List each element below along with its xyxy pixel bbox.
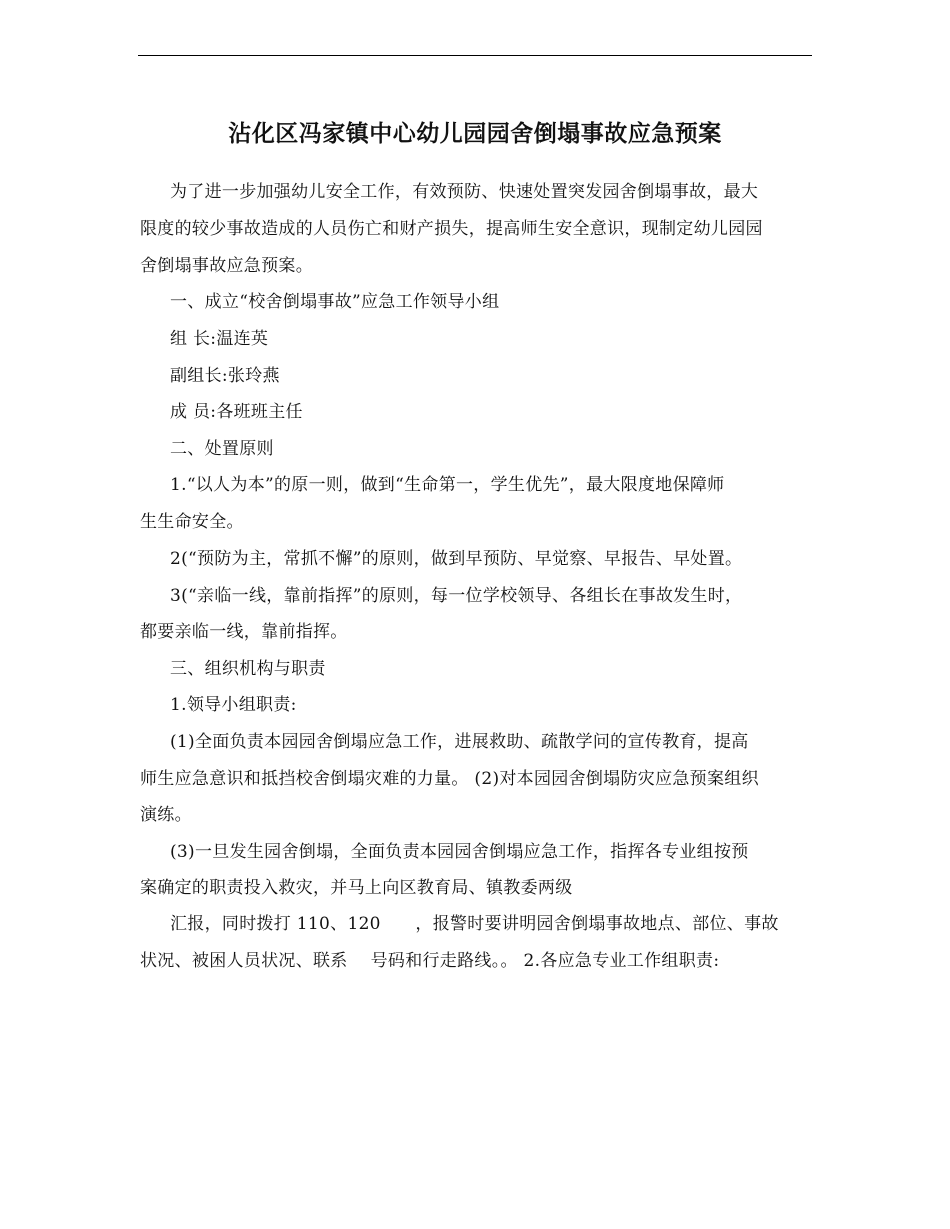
report-line: 汇报，同时拨打 110、120 ，报警时要讲明园舍倒塌事故地点、部位、事故 bbox=[170, 914, 779, 934]
paragraph-line: 为了进一步加强幼儿安全工作，有效预防、快速处置突发园舍倒塌事故，最大 bbox=[170, 182, 759, 202]
document-title: 沾化区冯家镇中心幼儿园园舍倒塌事故应急预案 bbox=[228, 120, 722, 147]
team-leader-line: 组 长:温连英 bbox=[170, 329, 269, 349]
duty-3-line: (3)一旦发生园舍倒塌，全面负责本园园舍倒塌应急工作，指挥各专业组按预 bbox=[170, 842, 749, 862]
duty-3-continuation: 案确定的职责投入救灾，并马上向区教育局、镇教委两级 bbox=[140, 878, 573, 898]
principle-1-continuation: 生生命安全。 bbox=[140, 512, 244, 532]
principle-1-line: 1.“以人为本”的原一则，做到“生命第一，学生优先”，最大限度地保障师 bbox=[170, 475, 725, 495]
paragraph-line: 舍倒塌事故应急预案。 bbox=[140, 256, 313, 276]
report-continuation: 状况、被困人员状况、联系 号码和行走路线。。 2.各应急专业工作组职责: bbox=[140, 951, 720, 971]
members-line: 成 员:各班班主任 bbox=[170, 402, 303, 422]
duty-2-continuation: 演练。 bbox=[140, 805, 192, 825]
section-heading-1: 一、成立“校舍倒塌事故”应急工作领导小组 bbox=[170, 292, 500, 312]
paragraph-line: 限度的较少事故造成的人员伤亡和财产损失，提高师生安全意识，现制定幼儿园园 bbox=[140, 219, 763, 239]
deputy-leader-line: 副组长:张玲燕 bbox=[170, 366, 280, 386]
principle-2-line: 2(“预防为主，常抓不懈”的原则，做到早预防、早觉察、早报告、早处置。 bbox=[170, 549, 743, 569]
duty-1-continuation: 师生应急意识和抵挡校舍倒塌灾难的力量。 (2)对本园园舍倒塌防灾应急预案组织 bbox=[140, 769, 759, 789]
section-heading-2: 二、处置原则 bbox=[170, 439, 274, 459]
principle-3-continuation: 都要亲临一线，靠前指挥。 bbox=[140, 622, 348, 642]
subheading-leader-duties: 1.领导小组职责: bbox=[170, 695, 297, 715]
principle-3-line: 3(“亲临一线，靠前指挥”的原则，每一位学校领导、各组长在事故发生时， bbox=[170, 586, 743, 606]
duty-1-line: (1)全面负责本园园舍倒塌应急工作，进展救助、疏散学问的宣传教育，提高 bbox=[170, 732, 749, 752]
header-rule bbox=[138, 55, 812, 56]
section-heading-3: 三、组织机构与职责 bbox=[170, 659, 326, 679]
